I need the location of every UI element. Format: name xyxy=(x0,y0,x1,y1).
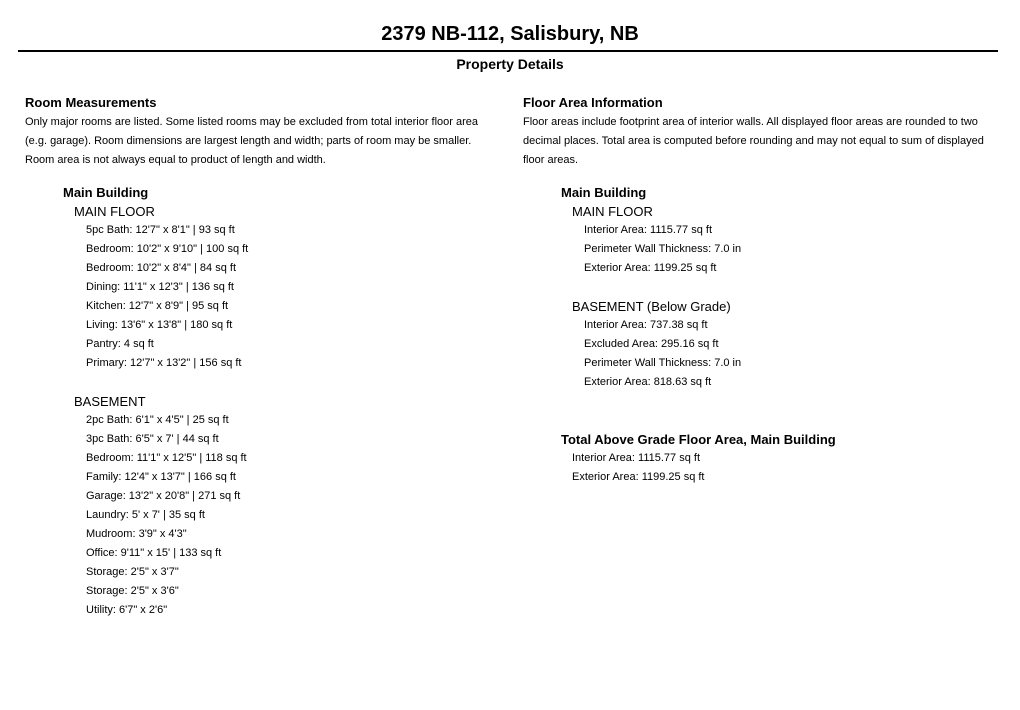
note-line: decimal places. Total area is computed before rounding and may not equal to sum of displayed xyxy=(523,135,984,147)
room-measurements-note xyxy=(25,113,500,170)
spacer xyxy=(561,392,1003,430)
room-item: Pantry: 4 sq ft xyxy=(86,338,154,350)
title-divider xyxy=(18,50,998,52)
room-item: Utility: 6'7" x 2'6" xyxy=(86,604,168,616)
area-item: Interior Area: 1115.77 sq ft xyxy=(584,224,713,236)
page-subtitle: Property Details xyxy=(456,56,564,72)
room-item: Mudroom: 3'9" x 4'3" xyxy=(86,528,187,540)
room-tree xyxy=(63,183,500,620)
total-areas xyxy=(561,449,1003,487)
room-measurements-section xyxy=(25,94,500,620)
floor-area-note xyxy=(523,113,1003,170)
note-line: Floor areas include footprint area of interior walls. All displayed floor areas are rounded to two xyxy=(523,116,978,128)
building-label: Main Building xyxy=(561,185,647,200)
floor-area-heading: Floor Area Information xyxy=(523,95,663,110)
area-item: Perimeter Wall Thickness: 7.0 in xyxy=(584,243,742,255)
note-line: (e.g. garage). Room dimensions are largest length and width; parts of room may be smaller. xyxy=(25,135,472,147)
note-line: floor areas. xyxy=(523,154,579,166)
area-item: Perimeter Wall Thickness: 7.0 in xyxy=(584,357,742,369)
room-item: Bedroom: 10'2" x 8'4" | 84 sq ft xyxy=(86,262,237,274)
main-floor-areas xyxy=(561,221,1003,278)
area-item: Interior Area: 737.38 sq ft xyxy=(584,319,708,331)
room-item: 2pc Bath: 6'1" x 4'5" | 25 sq ft xyxy=(86,414,229,426)
spacer xyxy=(561,278,1003,297)
room-item: Office: 9'11" x 15' | 133 sq ft xyxy=(86,547,222,559)
room-item: Storage: 2'5" x 3'7" xyxy=(86,566,179,578)
note-line: Room area is not always equal to product of length and width. xyxy=(25,154,326,166)
floor-label-basement: BASEMENT (Below Grade) xyxy=(572,299,731,314)
room-item: Kitchen: 12'7" x 8'9" | 95 sq ft xyxy=(86,300,229,312)
room-item: Bedroom: 10'2" x 9'10" | 100 sq ft xyxy=(86,243,249,255)
basement-rooms xyxy=(63,411,500,620)
room-item: Bedroom: 11'1" x 12'5" | 118 sq ft xyxy=(86,452,247,464)
floor-area-section xyxy=(523,94,1003,487)
room-measurements-heading: Room Measurements xyxy=(25,95,157,110)
spacer xyxy=(63,373,500,392)
area-item: Excluded Area: 295.16 sq ft xyxy=(584,338,719,350)
floor-label-main: MAIN FLOOR xyxy=(74,204,155,219)
room-item: Family: 12'4" x 13'7" | 166 sq ft xyxy=(86,471,236,483)
area-item: Interior Area: 1115.77 sq ft xyxy=(572,452,701,464)
basement-areas xyxy=(561,316,1003,392)
room-item: Dining: 11'1" x 12'3" | 136 sq ft xyxy=(86,281,234,293)
area-item: Exterior Area: 818.63 sq ft xyxy=(584,376,712,388)
room-item: Primary: 12'7" x 13'2" | 156 sq ft xyxy=(86,357,242,369)
main-floor-rooms xyxy=(63,221,500,373)
building-label: Main Building xyxy=(63,185,149,200)
area-item: Exterior Area: 1199.25 sq ft xyxy=(584,262,717,274)
page-title: 2379 NB-112, Salisbury, NB xyxy=(381,23,639,45)
room-item: Living: 13'6" x 13'8" | 180 sq ft xyxy=(86,319,233,331)
total-area-heading: Total Above Grade Floor Area, Main Building xyxy=(561,432,836,447)
room-item: Laundry: 5' x 7' | 35 sq ft xyxy=(86,509,205,521)
floor-label-main: MAIN FLOOR xyxy=(572,204,653,219)
floor-area-tree xyxy=(561,183,1003,487)
room-item: Storage: 2'5" x 3'6" xyxy=(86,585,179,597)
room-item: 3pc Bath: 6'5" x 7' | 44 sq ft xyxy=(86,433,219,445)
room-item: 5pc Bath: 12'7" x 8'1" | 93 sq ft xyxy=(86,224,235,236)
note-line: Only major rooms are listed. Some listed rooms may be excluded from total interior floor area xyxy=(25,116,479,128)
area-item: Exterior Area: 1199.25 sq ft xyxy=(572,471,705,483)
room-item: Garage: 13'2" x 20'8" | 271 sq ft xyxy=(86,490,241,502)
floor-label-basement: BASEMENT xyxy=(74,394,146,409)
